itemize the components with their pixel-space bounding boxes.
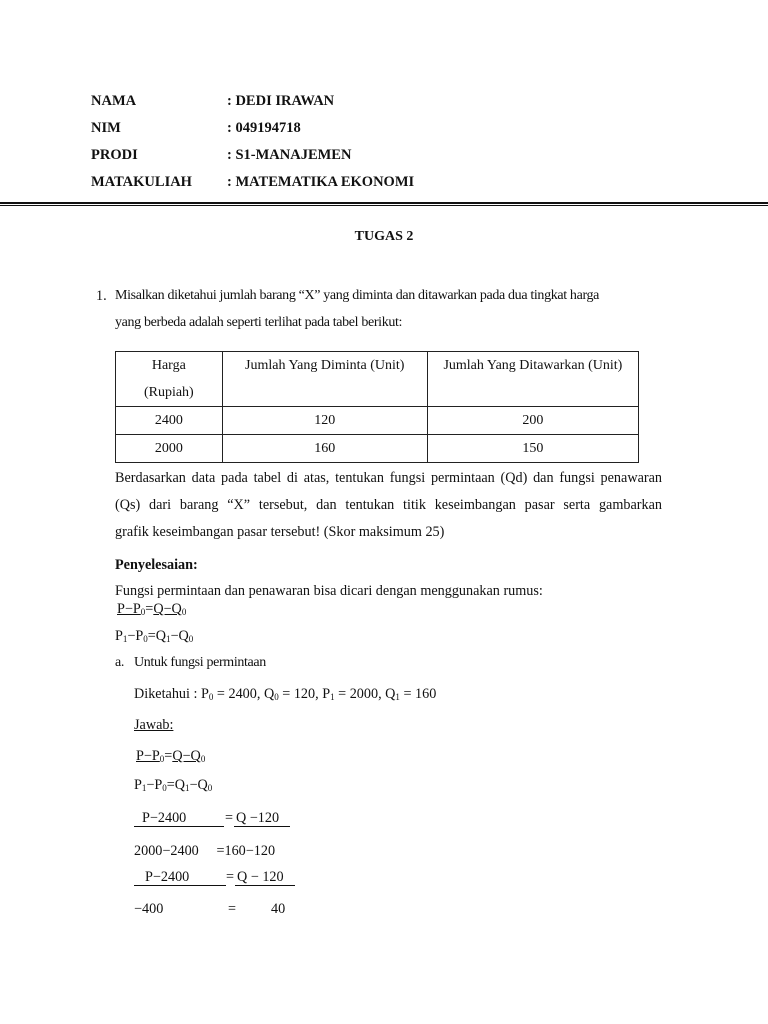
step2-numerator-right: Q − 120: [237, 869, 284, 885]
table-header-ditawarkan: Jumlah Yang Ditawarkan (Unit): [427, 352, 638, 407]
instruction-line-1: Berdasarkan data pada tabel di atas, tentukan fungsi permintaan (Qd) dan fungsi penawaran: [115, 470, 662, 486]
question-line-2: yang berbeda adalah seperti terlihat pada tabel berikut:: [115, 315, 403, 330]
step2-denominator-right: 40: [271, 901, 286, 917]
solution-heading: Penyelesaian:: [115, 557, 198, 573]
page-title: TUGAS 2: [354, 229, 414, 244]
table-header-row: [116, 352, 639, 407]
table-cell: 120: [222, 407, 427, 435]
step2-numerator-left: P−2400: [145, 869, 190, 885]
step2-fraction-line-left: [134, 885, 226, 886]
label-nim: NIM: [91, 120, 121, 136]
question-line-1: Misalkan diketahui jumlah barang “X” yang diminta dan ditawarkan pada dua tingkat harga: [115, 288, 600, 303]
table-row: [116, 407, 639, 435]
formula-numerator: $P-P_0=Q-Q_0$: [117, 601, 187, 617]
table-row: [116, 435, 639, 463]
step1-fraction-line-left: [134, 826, 224, 827]
step2-denominator-equals: =: [228, 901, 237, 917]
label-prodi: PRODI: [91, 147, 138, 163]
known-values: Diketahui : $P_0 = 2400$, $Q_0 = 120$, $P_1 = 2000$, $Q_1 = 160$: [134, 686, 437, 702]
table-header-harga: Harga (Rupiah): [116, 352, 223, 407]
table-cell: 150: [427, 435, 638, 463]
answer-formula-numerator: $P-P_0=Q-Q_0$: [136, 748, 206, 764]
instruction-line-3: grafik keseimbangan pasar tersebut! (Skor maksimum 25): [115, 524, 445, 540]
step1-denominator: 2000−2400 =160−120: [134, 843, 276, 859]
step2-equals: =: [226, 869, 235, 885]
question-number: 1.: [96, 288, 107, 304]
value-prodi: : S1-MANAJEMEN: [227, 147, 352, 163]
table-cell: 200: [427, 407, 638, 435]
table-header-diminta: Jumlah Yang Diminta (Unit): [222, 352, 427, 407]
step1-equals: =: [225, 810, 234, 826]
value-nim: : 049194718: [227, 120, 301, 136]
table-cell: 160: [222, 435, 427, 463]
step2-fraction-line-right: [235, 885, 295, 886]
table-cell: 2400: [116, 407, 223, 435]
table-cell: 2000: [116, 435, 223, 463]
header-divider-thin: [0, 205, 768, 206]
value-nama: : DEDI IRAWAN: [227, 93, 335, 109]
answer-label: Jawab:: [134, 717, 174, 733]
label-nama: NAMA: [91, 93, 137, 109]
header-divider-thick: [0, 202, 768, 204]
step1-fraction-line-right: [234, 826, 290, 827]
step2-denominator-left: −400: [134, 901, 164, 917]
sub-a-label: a.: [115, 655, 125, 670]
sub-a-title: Untuk fungsi permintaan: [134, 655, 266, 670]
value-matakuliah: : MATEMATIKA EKONOMI: [227, 174, 415, 190]
step1-numerator-right: Q −120: [236, 810, 280, 826]
solution-intro: Fungsi permintaan dan penawaran bisa dicari dengan menggunakan rumus:: [115, 583, 543, 599]
step1-numerator-left-text: P−2400: [142, 810, 187, 826]
formula-denominator: $P_1-P_0=Q_1-Q_0$: [115, 628, 194, 644]
label-matakuliah: MATAKULIAH: [91, 174, 192, 190]
instruction-line-2: (Qs) dari barang “X” tersebut, dan tentukan titik keseimbangan pasar serta gambarkan: [115, 497, 662, 513]
answer-formula-denominator: $P_1-P_0=Q_1-Q_0$: [134, 777, 213, 793]
data-table: [115, 351, 639, 463]
